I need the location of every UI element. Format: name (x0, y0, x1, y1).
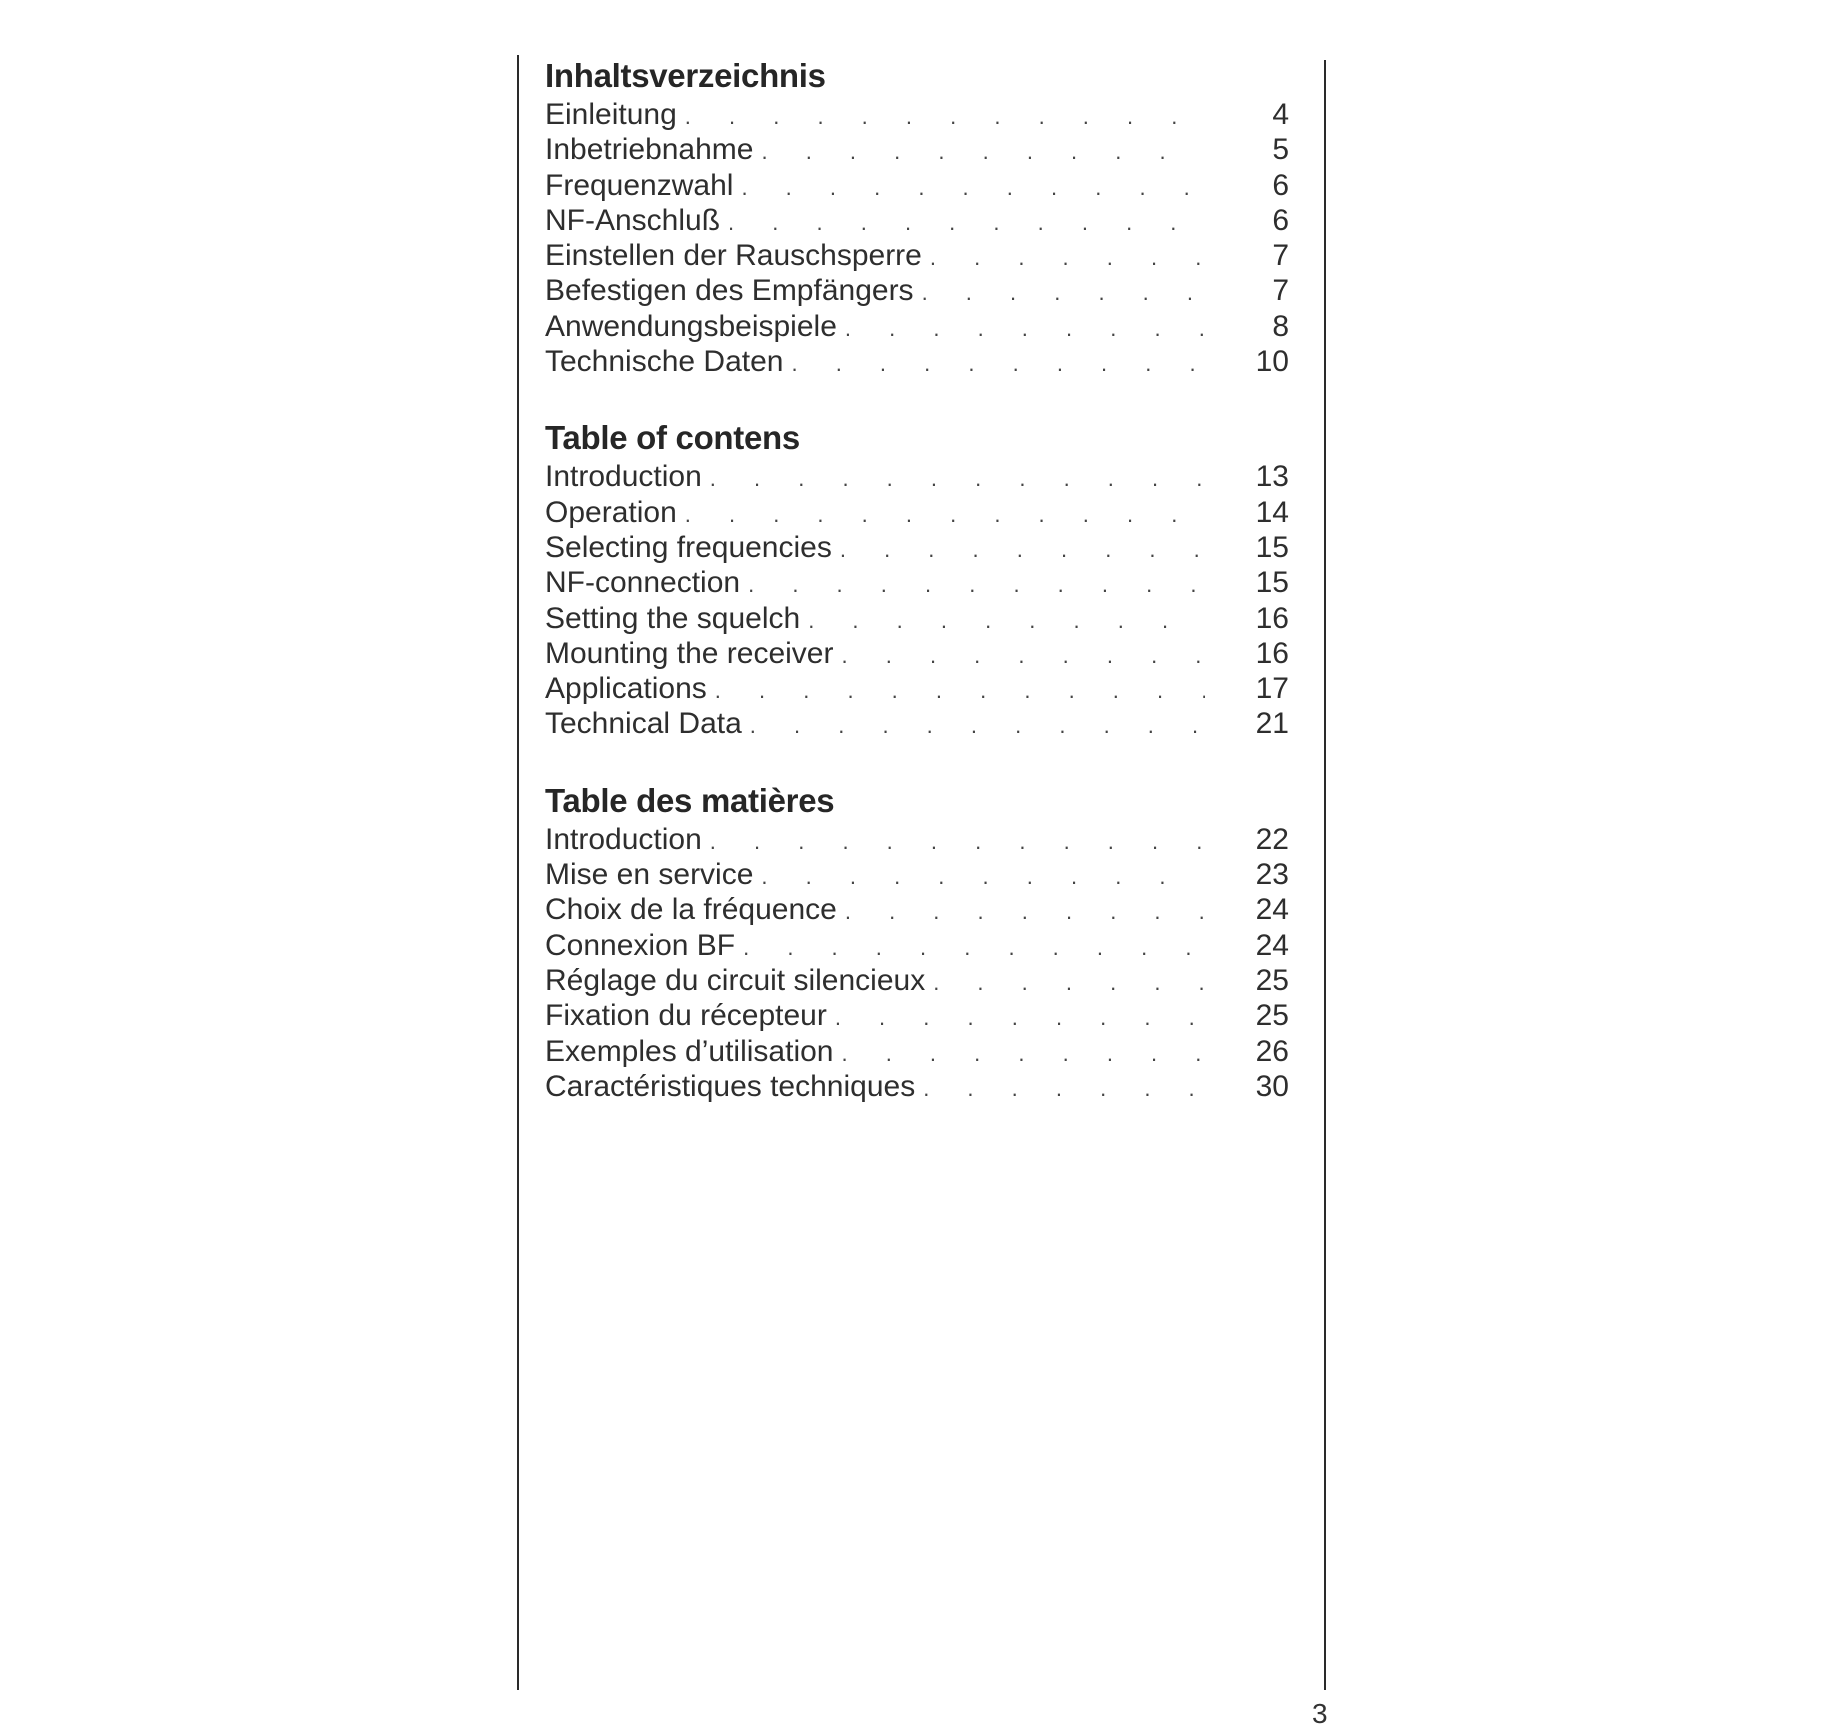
entry-page-number: 6 (1272, 203, 1289, 237)
entry-page-number: 25 (1255, 999, 1289, 1033)
entry-page-number: 6 (1272, 168, 1289, 202)
toc-section-french (545, 780, 1289, 1104)
toc-entry (545, 459, 1289, 494)
entry-label: Inbetriebnahme (545, 133, 754, 167)
toc-entry (545, 892, 1289, 927)
dot-leader (735, 930, 1205, 965)
toc-entry (545, 344, 1289, 379)
entry-label: Einleitung (545, 98, 677, 131)
toc-entry (545, 97, 1289, 132)
toc-entry (545, 495, 1289, 530)
dot-leader (827, 1000, 1205, 1035)
entry-page-number: 14 (1255, 495, 1289, 529)
entry-page-number: 22 (1255, 822, 1289, 856)
toc-entry (545, 238, 1289, 273)
toc-entry (545, 671, 1289, 706)
dot-leader (720, 205, 1205, 240)
dot-leader (702, 824, 1205, 859)
dot-leader (914, 275, 1205, 310)
entry-label: Introduction (545, 822, 702, 856)
entry-label: Applications (545, 672, 707, 706)
entry-label: Anwendungsbeispiele (545, 309, 837, 343)
entry-page-number: 30 (1255, 1069, 1289, 1103)
entry-label: NF-Anschluß (545, 203, 721, 237)
entry-page-number: 15 (1255, 566, 1289, 600)
toc-entry (545, 601, 1289, 636)
entry-page-number: 7 (1272, 239, 1289, 273)
toc-section-english (545, 417, 1289, 741)
entry-label: Choix de la fréquence (545, 893, 837, 927)
section-title: Table of contens (545, 419, 800, 457)
entry-label: Introduction (545, 460, 702, 494)
entry-label: Fixation du récepteur (545, 999, 827, 1033)
entry-page-number: 21 (1255, 707, 1289, 741)
entry-label: Technische Daten (545, 345, 784, 379)
toc-entry (545, 1069, 1289, 1104)
toc-entry (545, 565, 1289, 600)
dot-leader (915, 1071, 1205, 1106)
table-of-contents (545, 55, 1289, 1142)
entry-label: Technical Data (545, 707, 742, 741)
toc-entry (545, 273, 1289, 308)
left-margin-rule (517, 55, 519, 1690)
entry-label: Exemples d’utilisation (545, 1034, 834, 1068)
toc-section-german (545, 55, 1289, 379)
entry-page-number: 5 (1272, 133, 1289, 167)
entry-label: Operation (545, 495, 677, 529)
entry-label: Befestigen des Empfängers (545, 274, 914, 308)
entry-page-number: 24 (1255, 928, 1289, 962)
entry-label: Réglage du circuit silencieux (545, 963, 926, 997)
dot-leader (753, 134, 1205, 169)
toc-entry (545, 857, 1289, 892)
toc-entry (545, 636, 1289, 671)
toc-entry (545, 963, 1289, 998)
entry-page-number: 16 (1255, 601, 1289, 635)
dot-leader (740, 567, 1205, 602)
toc-entry (545, 309, 1289, 344)
entry-page-number: 26 (1255, 1034, 1289, 1068)
dot-leader (702, 461, 1205, 496)
section-title: Inhaltsverzeichnis (545, 57, 826, 94)
toc-entry (545, 822, 1289, 857)
dot-leader (922, 240, 1205, 275)
entry-label: Caractéristiques techniques (545, 1069, 916, 1103)
toc-entry (545, 203, 1289, 238)
toc-entry (545, 1034, 1289, 1069)
entry-label: Setting the squelch (545, 601, 801, 635)
entry-label: Einstellen der Rauschsperre (545, 239, 922, 273)
dot-leader (742, 708, 1205, 743)
dot-leader (925, 965, 1205, 1000)
dot-leader (833, 1036, 1205, 1071)
entry-page-number: 15 (1255, 530, 1289, 564)
entry-label: NF-connection (545, 566, 741, 600)
entry-page-number: 13 (1255, 460, 1289, 494)
entry-label: Connexion BF (545, 928, 736, 962)
entry-label: Selecting frequencies (545, 530, 832, 564)
entry-page-number: 17 (1255, 672, 1289, 706)
toc-entry (545, 132, 1289, 167)
entry-page-number: 16 (1255, 636, 1289, 670)
dot-leader (677, 497, 1205, 532)
toc-entry (545, 928, 1289, 963)
toc-entry (545, 998, 1289, 1033)
dot-leader (677, 99, 1205, 134)
entry-label: Mise en service (545, 858, 754, 892)
dot-leader (783, 346, 1205, 381)
entry-page-number: 8 (1272, 309, 1289, 343)
dot-leader (834, 638, 1206, 673)
dot-leader (837, 894, 1205, 929)
toc-entry (545, 530, 1289, 565)
entry-page-number: 10 (1255, 345, 1289, 379)
entry-page-number: 25 (1255, 963, 1289, 997)
toc-entry (545, 706, 1289, 741)
page-number: 3 (1312, 1698, 1328, 1729)
dot-leader (733, 170, 1205, 205)
dot-leader (800, 603, 1205, 638)
dot-leader (753, 859, 1205, 894)
entry-label: Mounting the receiver (545, 636, 834, 670)
dot-leader (837, 311, 1205, 346)
entry-page-number: 23 (1255, 858, 1289, 892)
dot-leader (707, 673, 1205, 708)
entry-page-number: 24 (1255, 893, 1289, 927)
section-title: Table des matières (545, 781, 835, 819)
entry-page-number: 4 (1272, 98, 1289, 131)
dot-leader (832, 532, 1205, 567)
toc-entry (545, 168, 1289, 203)
right-margin-rule (1324, 60, 1326, 1690)
entry-page-number: 7 (1272, 274, 1289, 308)
entry-label: Frequenzwahl (545, 168, 734, 202)
